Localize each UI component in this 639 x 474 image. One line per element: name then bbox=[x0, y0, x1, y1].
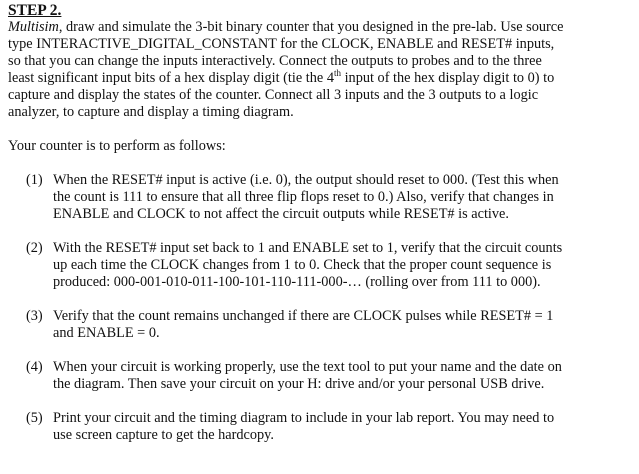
item-text: When the RESET# input is active (i.e. 0), the output should reset to 000. (Test this when the count is 111 to ensure that all three flip flops reset to 0.) Also, verify that changes in ENABLE and CLOCK to not affect the circuit outputs while RESET# is active. bbox=[53, 172, 559, 222]
intro-line-3: so that you can change the inputs interactively. Connect the outputs to probes and to the three bbox=[8, 53, 542, 69]
item-text: Verify that the count remains unchanged if there are CLOCK pulses while RESET# = 1 and ENABLE = 0. bbox=[53, 308, 554, 341]
item-number: (2) bbox=[26, 240, 43, 256]
item-text: With the RESET# input set back to 1 and ENABLE set to 1, verify that the circuit counts up each time the CLOCK changes from 1 to 0. Check that the proper count sequence is produced: 000-001-010-011-100-101-110-111-000-… (rolling over from 111 to 000). bbox=[53, 240, 563, 290]
intro-line-6: analyzer, to capture and display a timing diagram. bbox=[8, 104, 294, 120]
list-item bbox=[8, 172, 629, 223]
list-item bbox=[8, 410, 629, 444]
item-text: Print your circuit and the timing diagram to include in your lab report. You may need to use screen capture to get the hardcopy. bbox=[53, 410, 555, 443]
list-item bbox=[8, 359, 629, 393]
item-number: (3) bbox=[26, 308, 43, 324]
lead-sentence: Your counter is to perform as follows: bbox=[8, 138, 226, 154]
intro-line-4: least significant input bits of a hex display digit (tie the 4th input of the hex display digit to 0) to bbox=[8, 68, 555, 86]
intro-line-2: type INTERACTIVE_DIGITAL_CONSTANT for the CLOCK, ENABLE and RESET# inputs, bbox=[8, 36, 555, 52]
item-text: When your circuit is working properly, use the text tool to put your name and the date on the diagram. Then save your circuit on your H: drive and/or your personal USB drive. bbox=[53, 359, 562, 392]
item-number: (4) bbox=[26, 359, 43, 375]
app-name: Multisim bbox=[8, 19, 59, 35]
item-number: (1) bbox=[26, 172, 43, 188]
ordinal-suffix: th bbox=[334, 68, 342, 79]
item-number: (5) bbox=[26, 410, 43, 426]
list-item bbox=[8, 308, 629, 342]
steps-list bbox=[8, 172, 629, 444]
list-item bbox=[8, 240, 629, 291]
intro-paragraph bbox=[8, 19, 629, 121]
intro-line-1: Multisim, draw and simulate the 3-bit binary counter that you designed in the pre-lab. Use source bbox=[8, 19, 564, 35]
step-heading: STEP 2. bbox=[8, 2, 62, 19]
intro-line-5: capture and display the states of the counter. Connect all 3 inputs and the 3 outputs to a logic bbox=[8, 87, 539, 103]
